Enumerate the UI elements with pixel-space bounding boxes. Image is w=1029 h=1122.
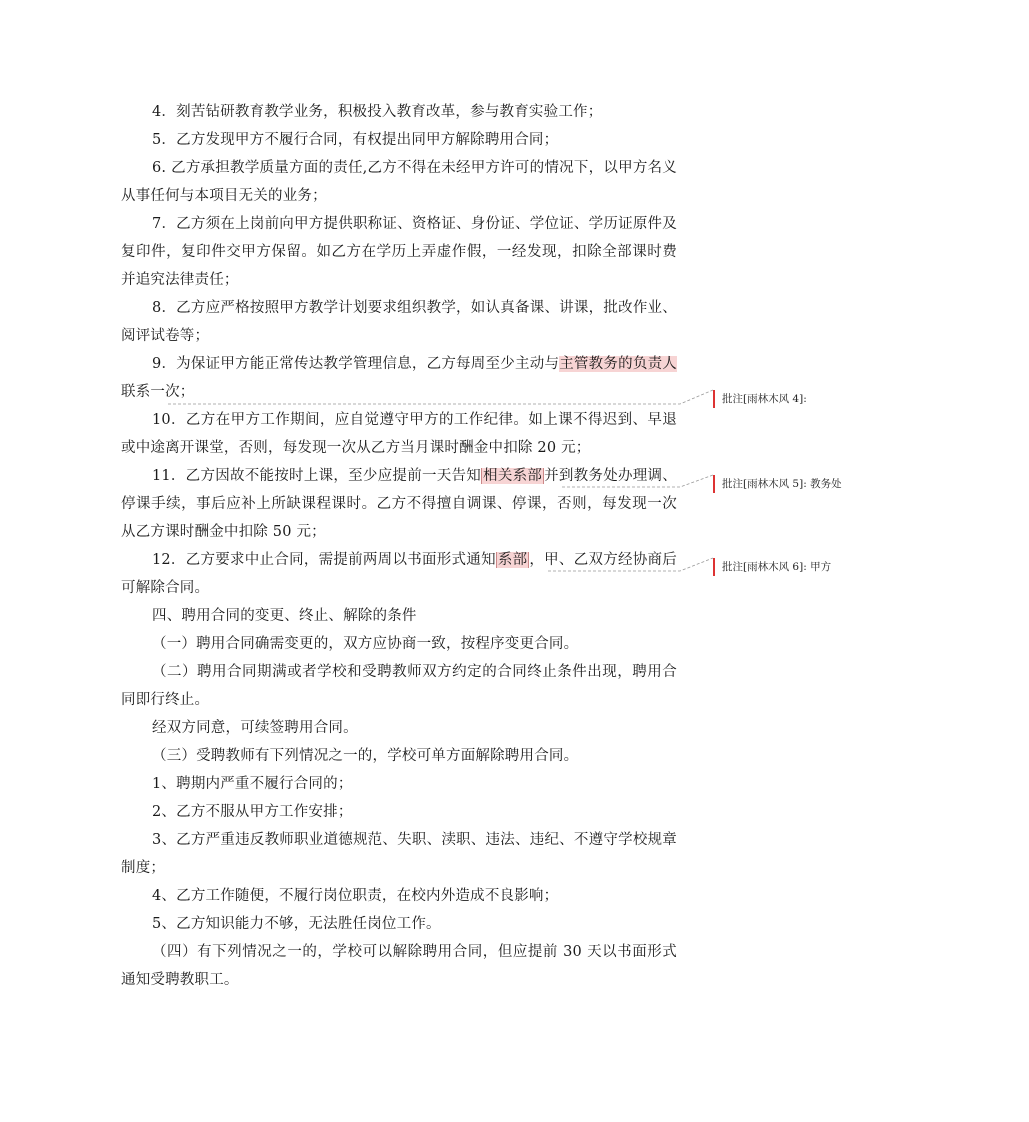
clause-3-item-2 <box>121 798 677 826</box>
section-heading <box>121 602 677 630</box>
clause-3-item-5 <box>121 910 677 938</box>
paragraph-text: 8．乙方应严格按照甲方教学计划要求组织教学，如认真备课、讲课，批改作业、阅评试卷等； <box>121 300 677 344</box>
paragraph-text: 11．乙方因故不能按时上课，至少应提前一天告知 <box>152 468 482 484</box>
comment-label: 批注[雨林木风 4]: <box>722 393 807 405</box>
paragraph-item-9 <box>121 350 677 406</box>
comment-body: 教务处 <box>810 478 842 490</box>
paragraph-text: 10．乙方在甲方工作期间，应自觉遵守甲方的工作纪律。如上课不得迟到、早退或中途离开课堂，否则，每发现一次从乙方当月课时酬金中扣除 20 元； <box>121 412 677 456</box>
comment-body: 甲方 <box>810 561 832 573</box>
paragraph-text: ，甲、乙双方经协商后可解除合同。 <box>121 552 678 596</box>
paragraph-item-6 <box>121 154 677 210</box>
clause-1 <box>121 630 677 658</box>
clause-3-item-3 <box>121 826 677 882</box>
paragraph-text: （三）受聘教师有下列情况之一的，学校可单方面解除聘用合同。 <box>152 748 579 764</box>
paragraph-item-10 <box>121 406 677 462</box>
paragraph-text: 12．乙方要求中止合同，需提前两周以书面形式通知 <box>152 552 496 568</box>
clause-4 <box>121 938 677 994</box>
paragraph-item-5 <box>121 126 677 154</box>
paragraph-item-8 <box>121 294 677 350</box>
paragraph-item-11 <box>121 462 677 546</box>
paragraph-item-12 <box>121 546 677 602</box>
paragraph-text: 四、聘用合同的变更、终止、解除的条件 <box>152 608 417 624</box>
commented-text-highlight[interactable] <box>559 356 677 372</box>
comment-balloon-6[interactable] <box>713 558 831 576</box>
paragraph-text: （四）有下列情况之一的，学校可以解除聘用合同，但应提前 30 天以书面形式通知受聘教职工。 <box>121 944 677 988</box>
comment-balloon-5[interactable] <box>713 475 842 493</box>
paragraph-text: （二）聘用合同期满或者学校和受聘教师双方约定的合同终止条件出现，聘用合同即行终止。 <box>121 664 677 708</box>
document-body <box>121 98 677 994</box>
highlight-text: 主管教务的 <box>559 356 633 372</box>
clause-2-note <box>121 714 677 742</box>
paragraph-text: 4．刻苦钻研教育教学业务，积极投入教育改革，参与教育实验工作； <box>152 104 603 120</box>
paragraph-item-7 <box>121 210 677 294</box>
comment-balloon-4[interactable] <box>713 390 807 408</box>
clause-3-item-4 <box>121 882 677 910</box>
paragraph-item-4 <box>121 98 677 126</box>
paragraph-text: 6. 乙方承担教学质量方面的责任,乙方不得在未经甲方许可的情况下，以甲方名义从事任何与本项目无关的业务； <box>121 160 677 204</box>
comment-label: 批注[雨林木风 6]: <box>722 561 807 573</box>
clause-2 <box>121 658 677 714</box>
paragraph-text: 9．为保证甲方能正常传达教学管理信息，乙方每周至少主动与 <box>152 356 560 372</box>
clause-3-item-1 <box>121 770 677 798</box>
paragraph-text: 1、聘期内严重不履行合同的； <box>152 776 353 792</box>
clause-3 <box>121 742 677 770</box>
paragraph-text: 3、乙方严重违反教师职业道德规范、失职、渎职、违法、违纪、不遵守学校规章制度； <box>121 832 677 876</box>
commented-text-highlight[interactable]: 系部 <box>497 552 528 568</box>
highlight-text: 负责人 <box>632 356 678 372</box>
paragraph-text: 联系一次； <box>121 384 195 400</box>
paragraph-text: 7．乙方须在上岗前向甲方提供职称证、资格证、身份证、学位证、学历证原件及复印件，复印件交甲方保留。如乙方在学历上弄虚作假，一经发现，扣除全部课时费并追究法律责任； <box>121 216 677 288</box>
paragraph-text: 经双方同意，可续签聘用合同。 <box>152 720 358 736</box>
paragraph-text: 5．乙方发现甲方不履行合同，有权提出同甲方解除聘用合同； <box>152 132 559 148</box>
paragraph-text: 2、乙方不服从甲方工作安排； <box>152 804 353 820</box>
commented-text-highlight[interactable]: 相关系部 <box>483 468 543 484</box>
paragraph-text: 5、乙方知识能力不够，无法胜任岗位工作。 <box>152 916 441 932</box>
comment-label: 批注[雨林木风 5]: <box>722 478 807 490</box>
paragraph-text: （一）聘用合同确需变更的，双方应协商一致，按程序变更合同。 <box>152 636 579 652</box>
paragraph-text: 并到教务处办理调、停课手续，事后应补上所缺课程课时。乙方不得擅自调课、停课，否则，每发现一次从乙方课时酬金中扣除 50 元； <box>121 468 677 540</box>
paragraph-text: 4、乙方工作随便，不履行岗位职责，在校内外造成不良影响； <box>152 888 559 904</box>
